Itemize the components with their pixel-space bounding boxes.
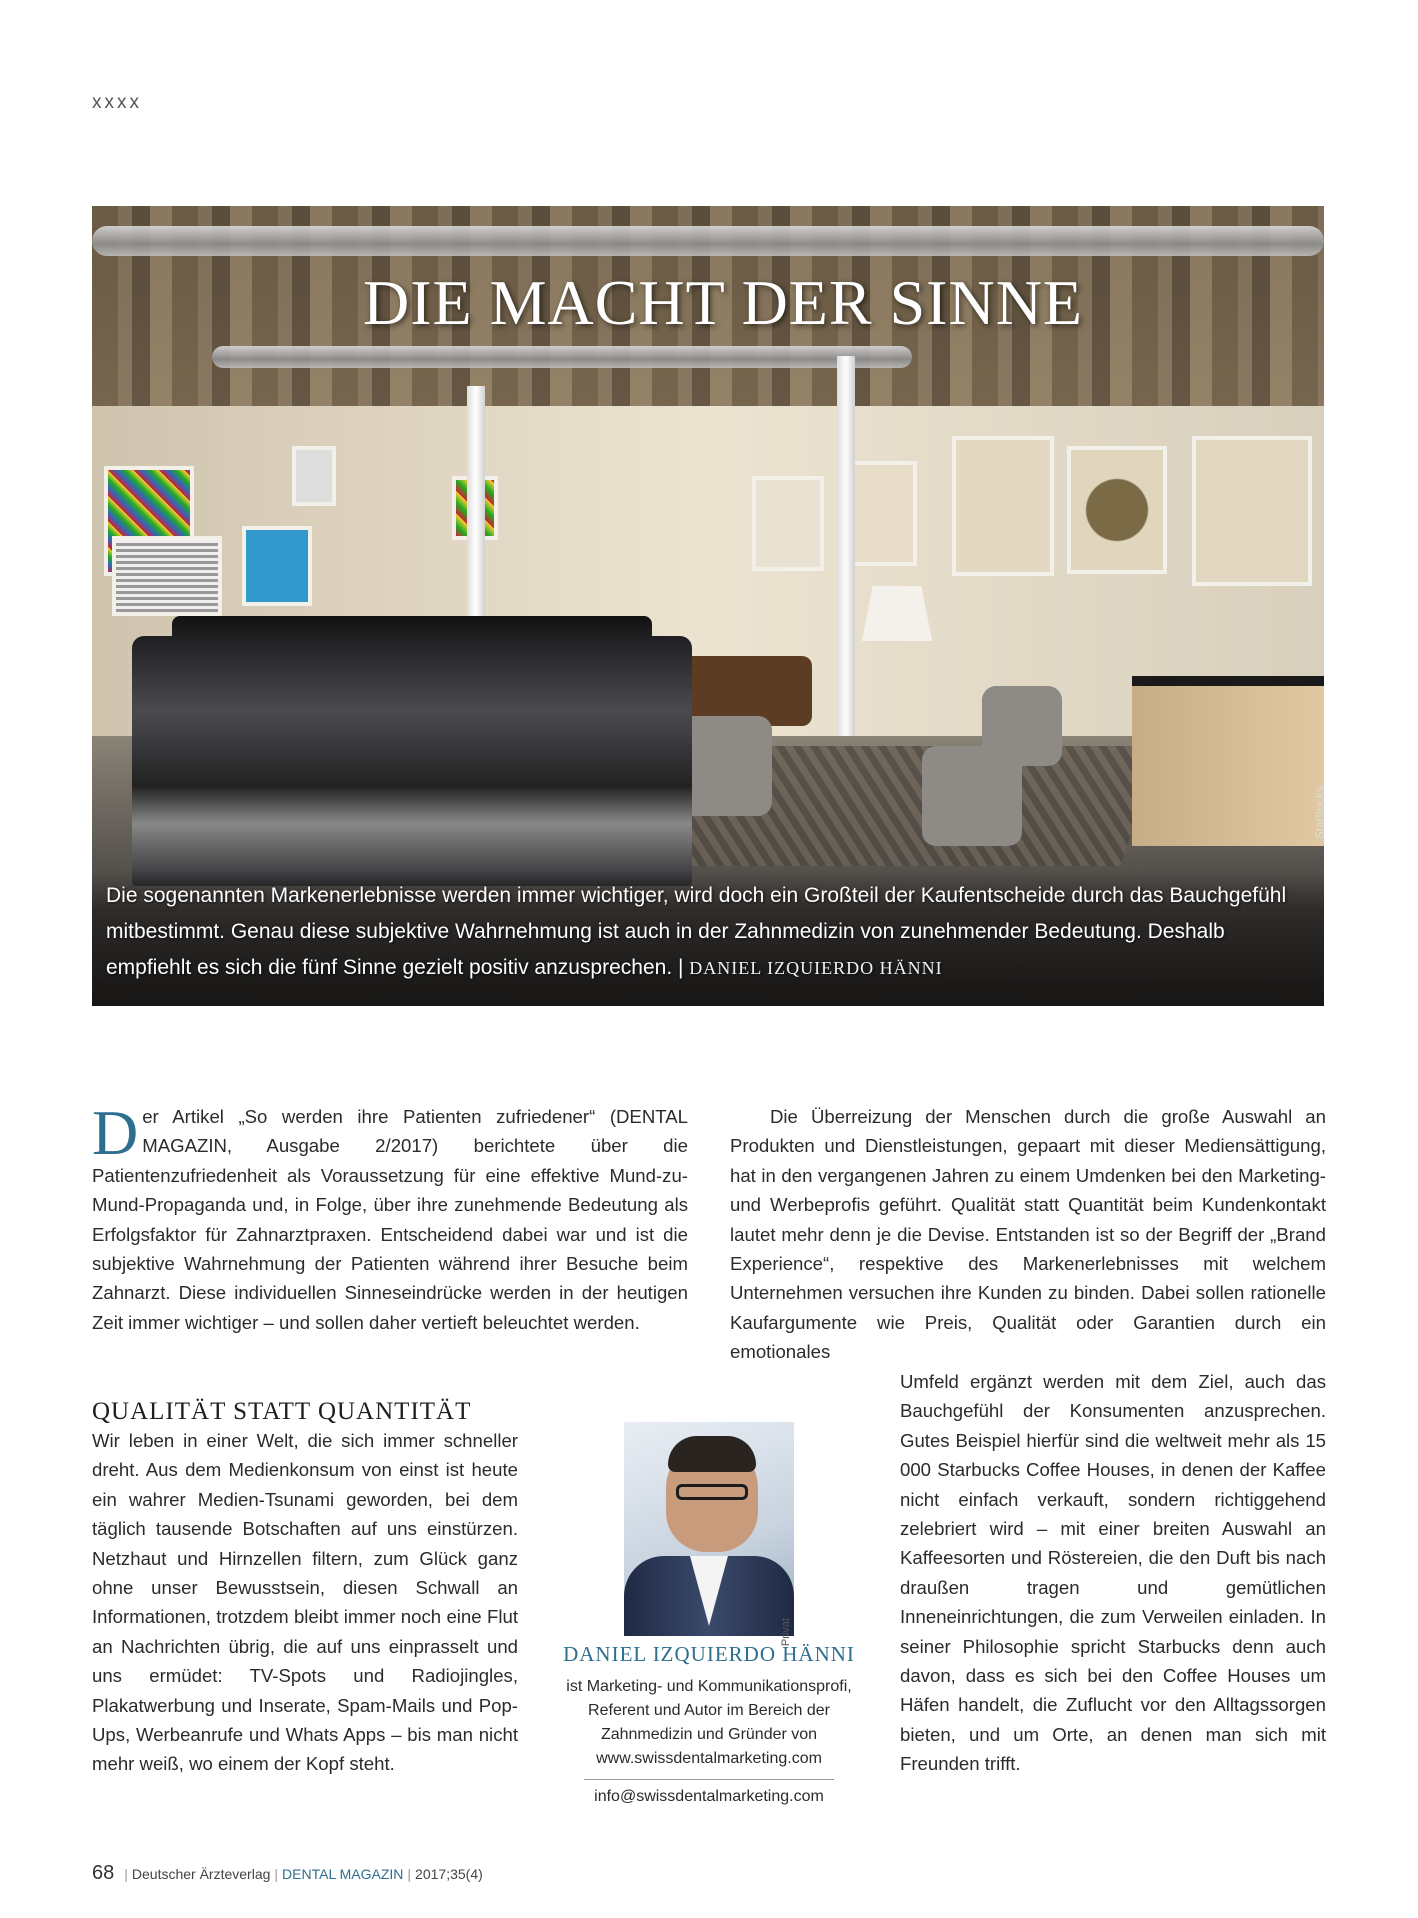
footer-magazine: DENTAL MAGAZIN [282,1866,404,1882]
hero-artwork [242,526,312,606]
hero-artwork [292,446,336,506]
page-title: DIE MACHT DER SINNE [362,267,1084,338]
author-bio-line: ist Marketing- und Kommunikationsprofi, [566,1678,852,1695]
hero-caption-author: DANIEL IZQUIERDO HÄNNI [689,958,943,978]
footer-publisher: Deutscher Ärzteverlag [131,1866,271,1882]
hero-artwork [112,536,222,616]
author-bio-line: Zahnmedizin und Gründer von [600,1726,818,1743]
author-box [542,1422,876,1806]
hero-duct [92,226,1324,256]
footer-separator: | [274,1866,279,1882]
footer-separator: | [124,1866,128,1882]
footer-issue: 2017;35(4) [415,1866,483,1882]
footer-separator: | [407,1866,412,1882]
page-number: 68 [92,1862,115,1884]
hero-caption [92,870,1324,1006]
portrait-photo-credit: Privat [780,1618,792,1647]
article-right-column [730,1102,1326,1367]
author-email-link[interactable]: info@swissdentalmarketing.com [594,1788,824,1805]
article-paragraph: Die Überreizung der Menschen durch die große Auswahl an Produkten und Dienstleistungen, gepaart mit dieser Mediensättigung, hat in den vergangenen Jahren zu einem Umdenken bei den Marketing- und Werbeprofis geführt. Qualität statt Quantität beim Kundenkontakt lautet mehr denn je die Devise. Entstanden ist so der Begriff der „Brand Experience“, respektive des Markenerlebnisses mit welchem Unternehmen versuchen ihre Kunden zu binden. Dabei sollen rationelle Kaufargumente wie Preis, Qualität oder Garantien durch ein emotionales [730,1106,1326,1363]
author-bio-line: Referent und Autor im Bereich der [588,1702,830,1719]
section-heading: QUALITÄT STATT QUANTITÄT [92,1398,472,1425]
section-label: xxxx [92,92,142,113]
article-section-paragraph: Wir leben in einer Welt, die sich immer schneller dreht. Aus dem Medienkonsum von einst ist heute ein wahrer Medien-Tsunami geworden, bei dem täglich tausende Botschaften auf uns einstürzen. Netzhaut und Hirnzellen filtern, zum Glück ganz ohne unser Bewusstsein, diesen Schwall an Informationen, trotzdem bleibt immer noch eine Flut an Nachrichten übrig, die auf uns einprasselt und uns ermüdet: TV-Spots und Radiojingles, Plakatwerbung und Inserate, Spam-Mails und Pop-Ups, Werbeanrufe und Whats Apps – bis man nicht mehr weiß, wo einem der Kopf steht. [92,1430,518,1775]
hero-image [92,206,1324,1006]
article-intro [92,1097,688,1337]
espresso-machine [132,636,692,886]
hero-artwork [1192,436,1312,586]
page-footer [92,1862,483,1885]
hero-lamp [862,586,932,641]
hero-duct [212,346,912,368]
hero-counter [1132,686,1324,846]
author-portrait [624,1422,794,1647]
hero-photo-credit: Starbucks [1312,786,1326,840]
article-paragraph-continued: Umfeld ergänzt werden mit dem Ziel, auch das Bauchgefühl der Konsumenten anzusprechen. Gutes Beispiel hierfür sind die weltweit mehr als 15 000 Starbucks Coffee Houses, in denen der Kaffee nicht einfach verkauft, sondern richtiggehend zelebriert wird – mit einer breiten Auswahl an Kaffeesorten und Röstereien, die den Duft bis nach draußen tragen und gemütlichen Inneneinrichtungen, die zum Verweilen einladen. In seiner Philosophie spricht Starbucks denn auch davon, dass es sich bei den Coffee Houses um Häfen handelt, die Zuflucht vor den Alltagssorgen bieten, und um Orte, an denen man sich mit Freunden trifft. [900,1371,1326,1775]
hero-artwork [952,436,1054,576]
author-divider [584,1779,834,1780]
hero-artwork [752,476,824,571]
author-website-link[interactable]: www.swissdentalmarketing.com [596,1750,822,1767]
hero-artwork [1067,446,1167,574]
article-intro-text: er Artikel „So werden ihre Patienten zufriedener“ (DENTAL MAGAZIN, Ausgabe 2/2017) berichtete über die Patientenzufriedenheit als Voraussetzung für eine effektive Mund-zu-Mund-Propaganda und, in Folge, über ihre zunehmende Bedeutung als Erfolgsfaktor für Zahnarztpraxen. Entscheidend dabei war und ist die subjektive Wahrnehmung der Patienten während ihrer Besuche beim Zahnarzt. Diese individuellen Sinneseindrücke werden in der heutigen Zeit immer wichtiger – und sollen daher vertieft beleuchtet werden. [92,1106,688,1333]
hero-pillar [837,356,855,796]
hero-chair [982,686,1062,766]
author-name: DANIEL IZQUIERDO HÄNNI [563,1642,855,1666]
hero-caption-text: Die sogenannten Markenerlebnisse werden immer wichtiger, wird doch ein Großteil der Kaufentscheide durch das Bauchgefühl mitbestimmt. Genau diese subjektive Wahrnehmung ist auch in der Zahnmedizin von zunehmender Bedeutung. Deshalb empfiehlt es sich die fünf Sinne gezielt positiv anzusprechen. | [106,884,1287,979]
portrait-hair [668,1436,756,1472]
author-bio [542,1675,876,1771]
drop-cap: D [92,1097,139,1168]
portrait-glasses [676,1484,748,1500]
